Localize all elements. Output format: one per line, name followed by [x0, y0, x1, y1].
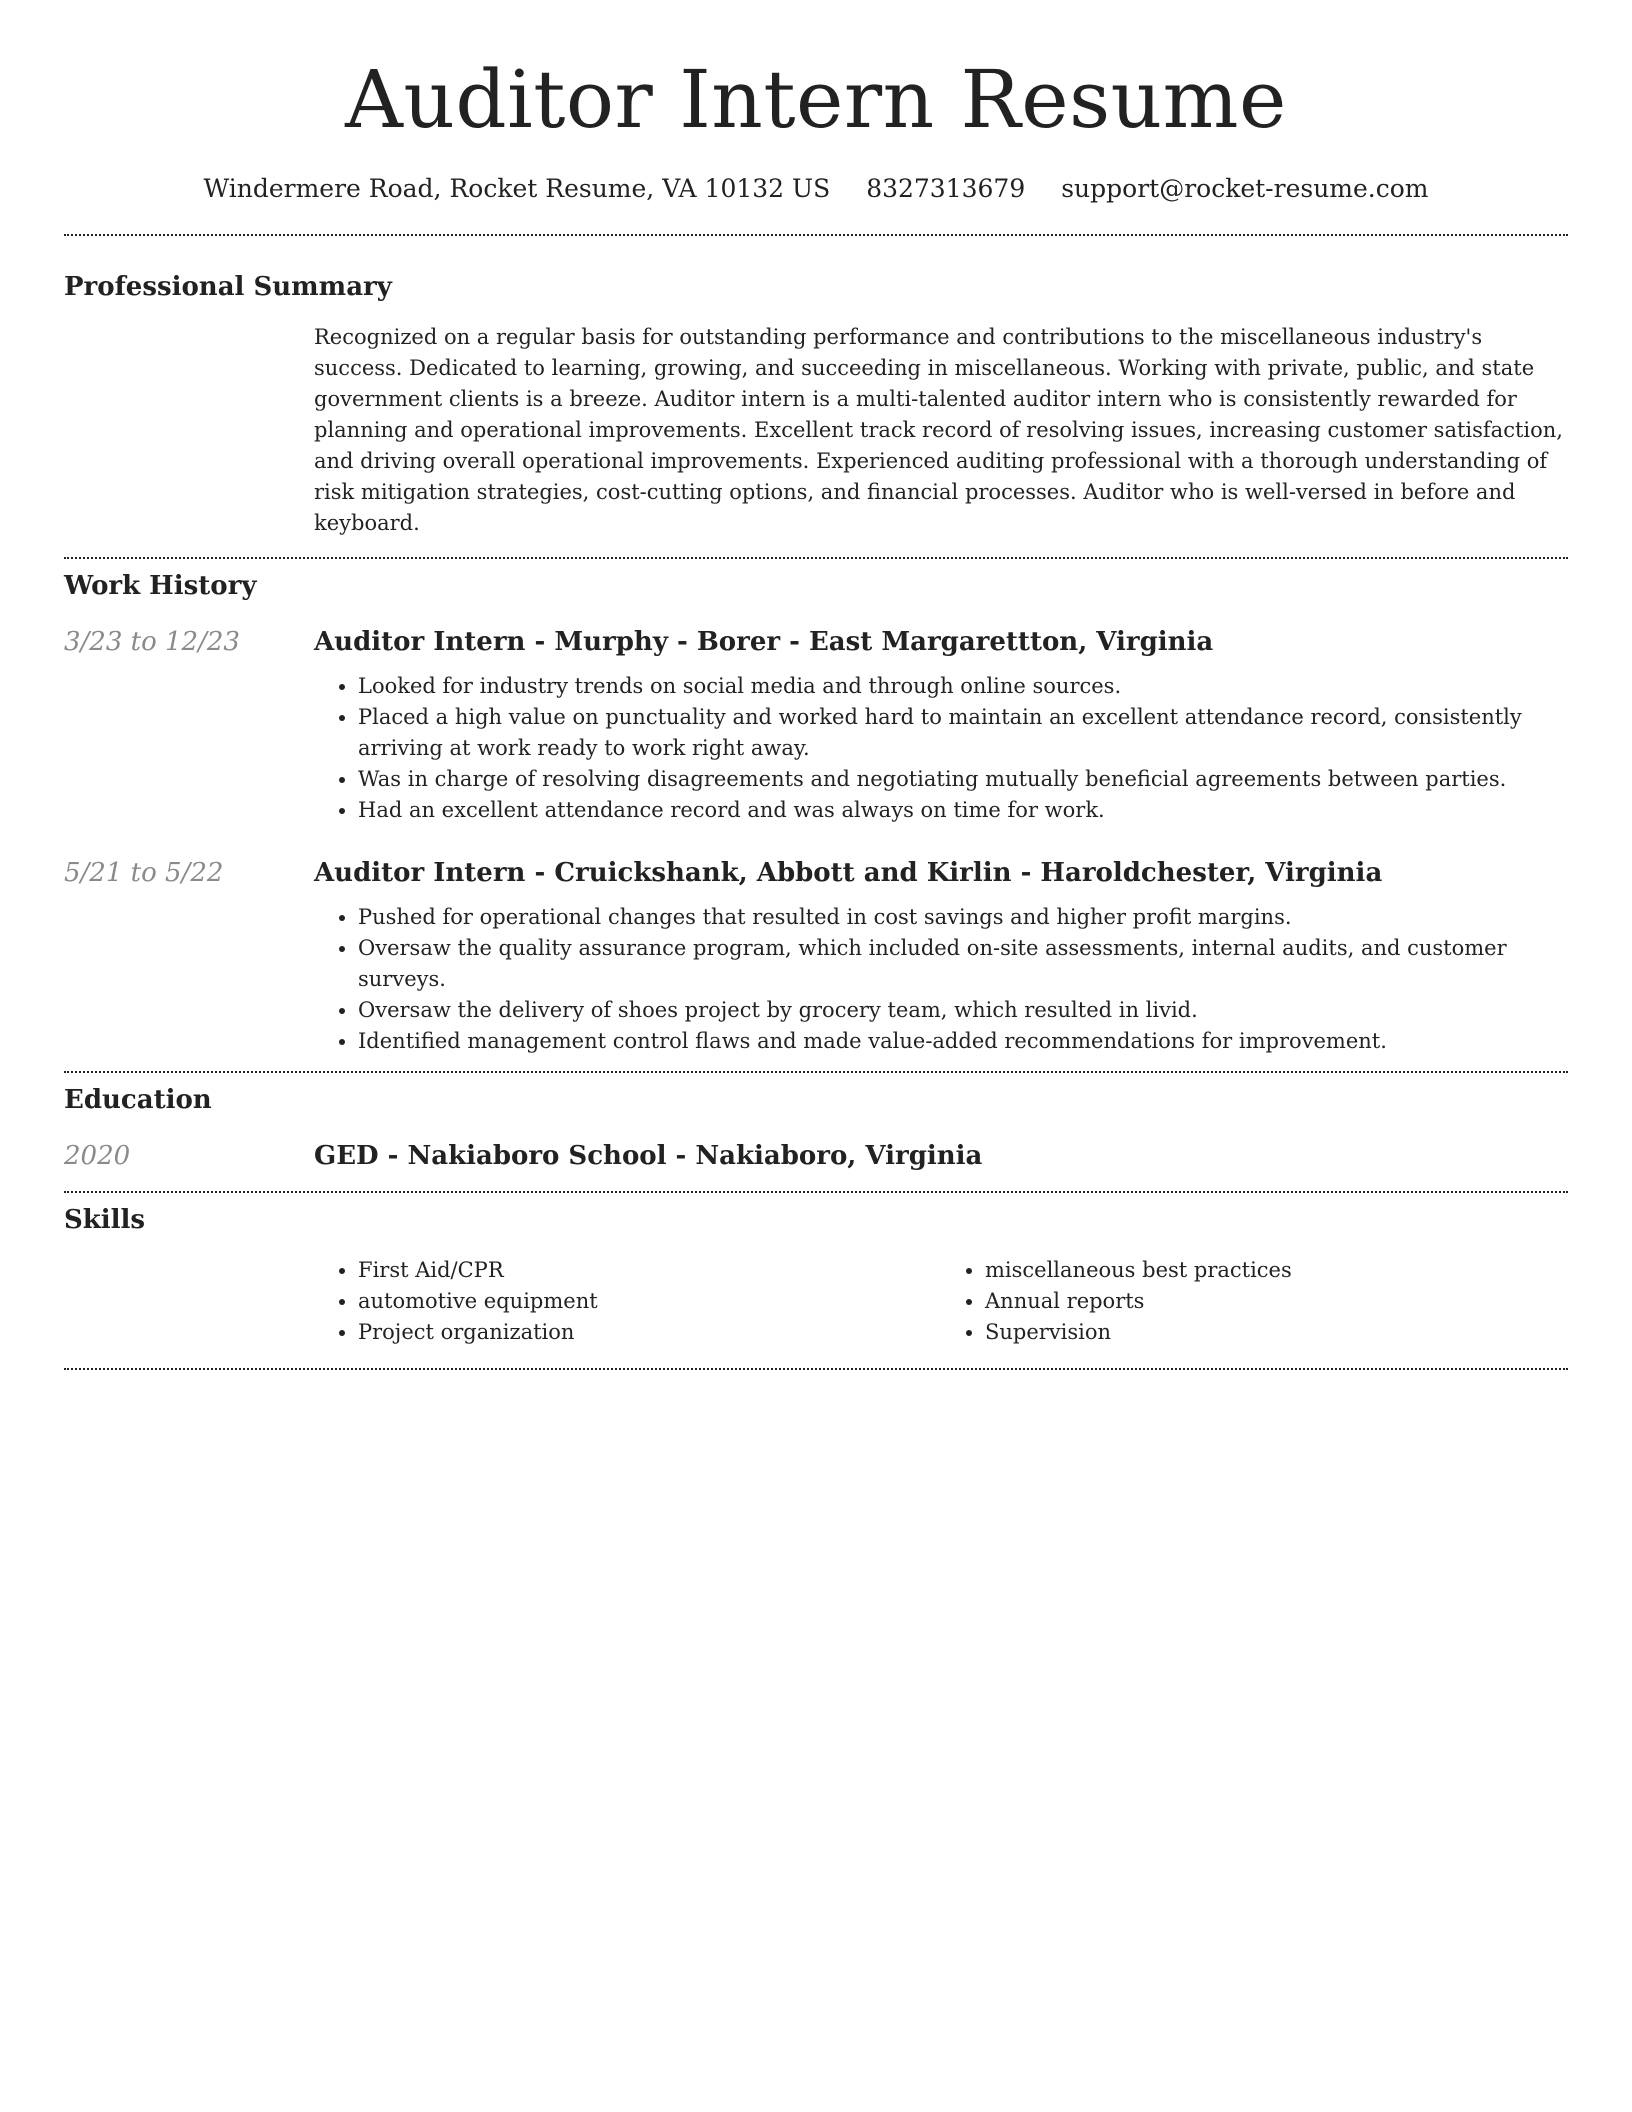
list-item: • Identified management control flaws and made value-added recommendations for improvement.	[358, 1026, 1568, 1057]
job-dates: 5/21 to 5/22	[64, 858, 224, 888]
summary-heading: Professional Summary	[64, 272, 392, 302]
list-item: • Placed a high value on punctuality and worked hard to maintain an excellent attendance record, consistently arriving at work ready to work right away.	[358, 702, 1568, 764]
list-item: • Looked for industry trends on social media and through online sources.	[358, 671, 1568, 702]
skills-grid	[314, 1255, 1568, 1348]
list-item: • automotive equipment	[358, 1286, 941, 1317]
list-item: • Pushed for operational changes that resulted in cost savings and higher profit margins.	[358, 902, 1568, 933]
list-item: • Annual reports	[985, 1286, 1568, 1317]
contact-address: Windermere Road, Rocket Resume, VA 10132 US	[203, 174, 831, 203]
education-title: GED - Nakiaboro School - Nakiaboro, Virginia	[314, 1141, 983, 1171]
divider	[64, 1368, 1568, 1370]
list-item: • Oversaw the quality assurance program, which included on-site assessments, internal audits, and customer surveys.	[358, 933, 1568, 995]
summary-spacer	[64, 322, 314, 539]
list-item: • miscellaneous best practices	[985, 1255, 1568, 1286]
education-entry	[64, 1139, 1568, 1173]
job-title: Auditor Intern - Murphy - Borer - East Margarettton, Virginia	[314, 627, 1214, 657]
list-item: • First Aid/CPR	[358, 1255, 941, 1286]
skills-spacer	[64, 1255, 314, 1348]
education-heading: Education	[64, 1085, 212, 1115]
job-entry	[64, 856, 1568, 1057]
job-entry	[64, 625, 1568, 826]
resume-title: Auditor Intern Resume	[345, 53, 1287, 146]
work-heading: Work History	[64, 571, 257, 601]
summary-section	[64, 236, 1568, 539]
contact-line	[64, 172, 1568, 206]
list-item: • Supervision	[985, 1317, 1568, 1348]
list-item: • Was in charge of resolving disagreements and negotiating mutually beneficial agreements between parties.	[358, 764, 1568, 795]
skills-section	[64, 1193, 1568, 1348]
list-item: • Had an excellent attendance record and was always on time for work.	[358, 795, 1568, 826]
contact-email: support@rocket-resume.com	[1061, 174, 1429, 203]
list-item: • Project organization	[358, 1317, 941, 1348]
contact-phone: 8327313679	[866, 174, 1026, 203]
job-bullets	[314, 902, 1568, 1057]
job-dates: 3/23 to 12/23	[64, 627, 240, 657]
resume-header	[64, 0, 1568, 206]
skills-heading: Skills	[64, 1205, 146, 1235]
job-title: Auditor Intern - Cruickshank, Abbott and Kirlin - Haroldchester, Virginia	[314, 858, 1383, 888]
education-section	[64, 1073, 1568, 1173]
skills-list-left	[314, 1255, 941, 1348]
job-bullets	[314, 671, 1568, 826]
skills-list-right	[941, 1255, 1568, 1348]
summary-text: Recognized on a regular basis for outstanding performance and contributions to the miscellaneous industry's success. Dedicated to learning, growing, and succeeding in miscellaneous. Working with private, public, and state government clients is a breeze. Auditor intern is a multi-talented auditor intern who is consistently rewarded for planning and operational improvements. Excellent track record of resolving issues, increasing customer satisfaction, and driving overall operational improvements. Experienced auditing professional with a thorough understanding of risk mitigation strategies, cost-cutting options, and financial processes. Auditor who is well-versed in before and keyboard.	[314, 325, 1563, 535]
education-year: 2020	[64, 1141, 131, 1171]
work-section	[64, 559, 1568, 1057]
list-item: • Oversaw the delivery of shoes project by grocery team, which resulted in livid.	[358, 995, 1568, 1026]
